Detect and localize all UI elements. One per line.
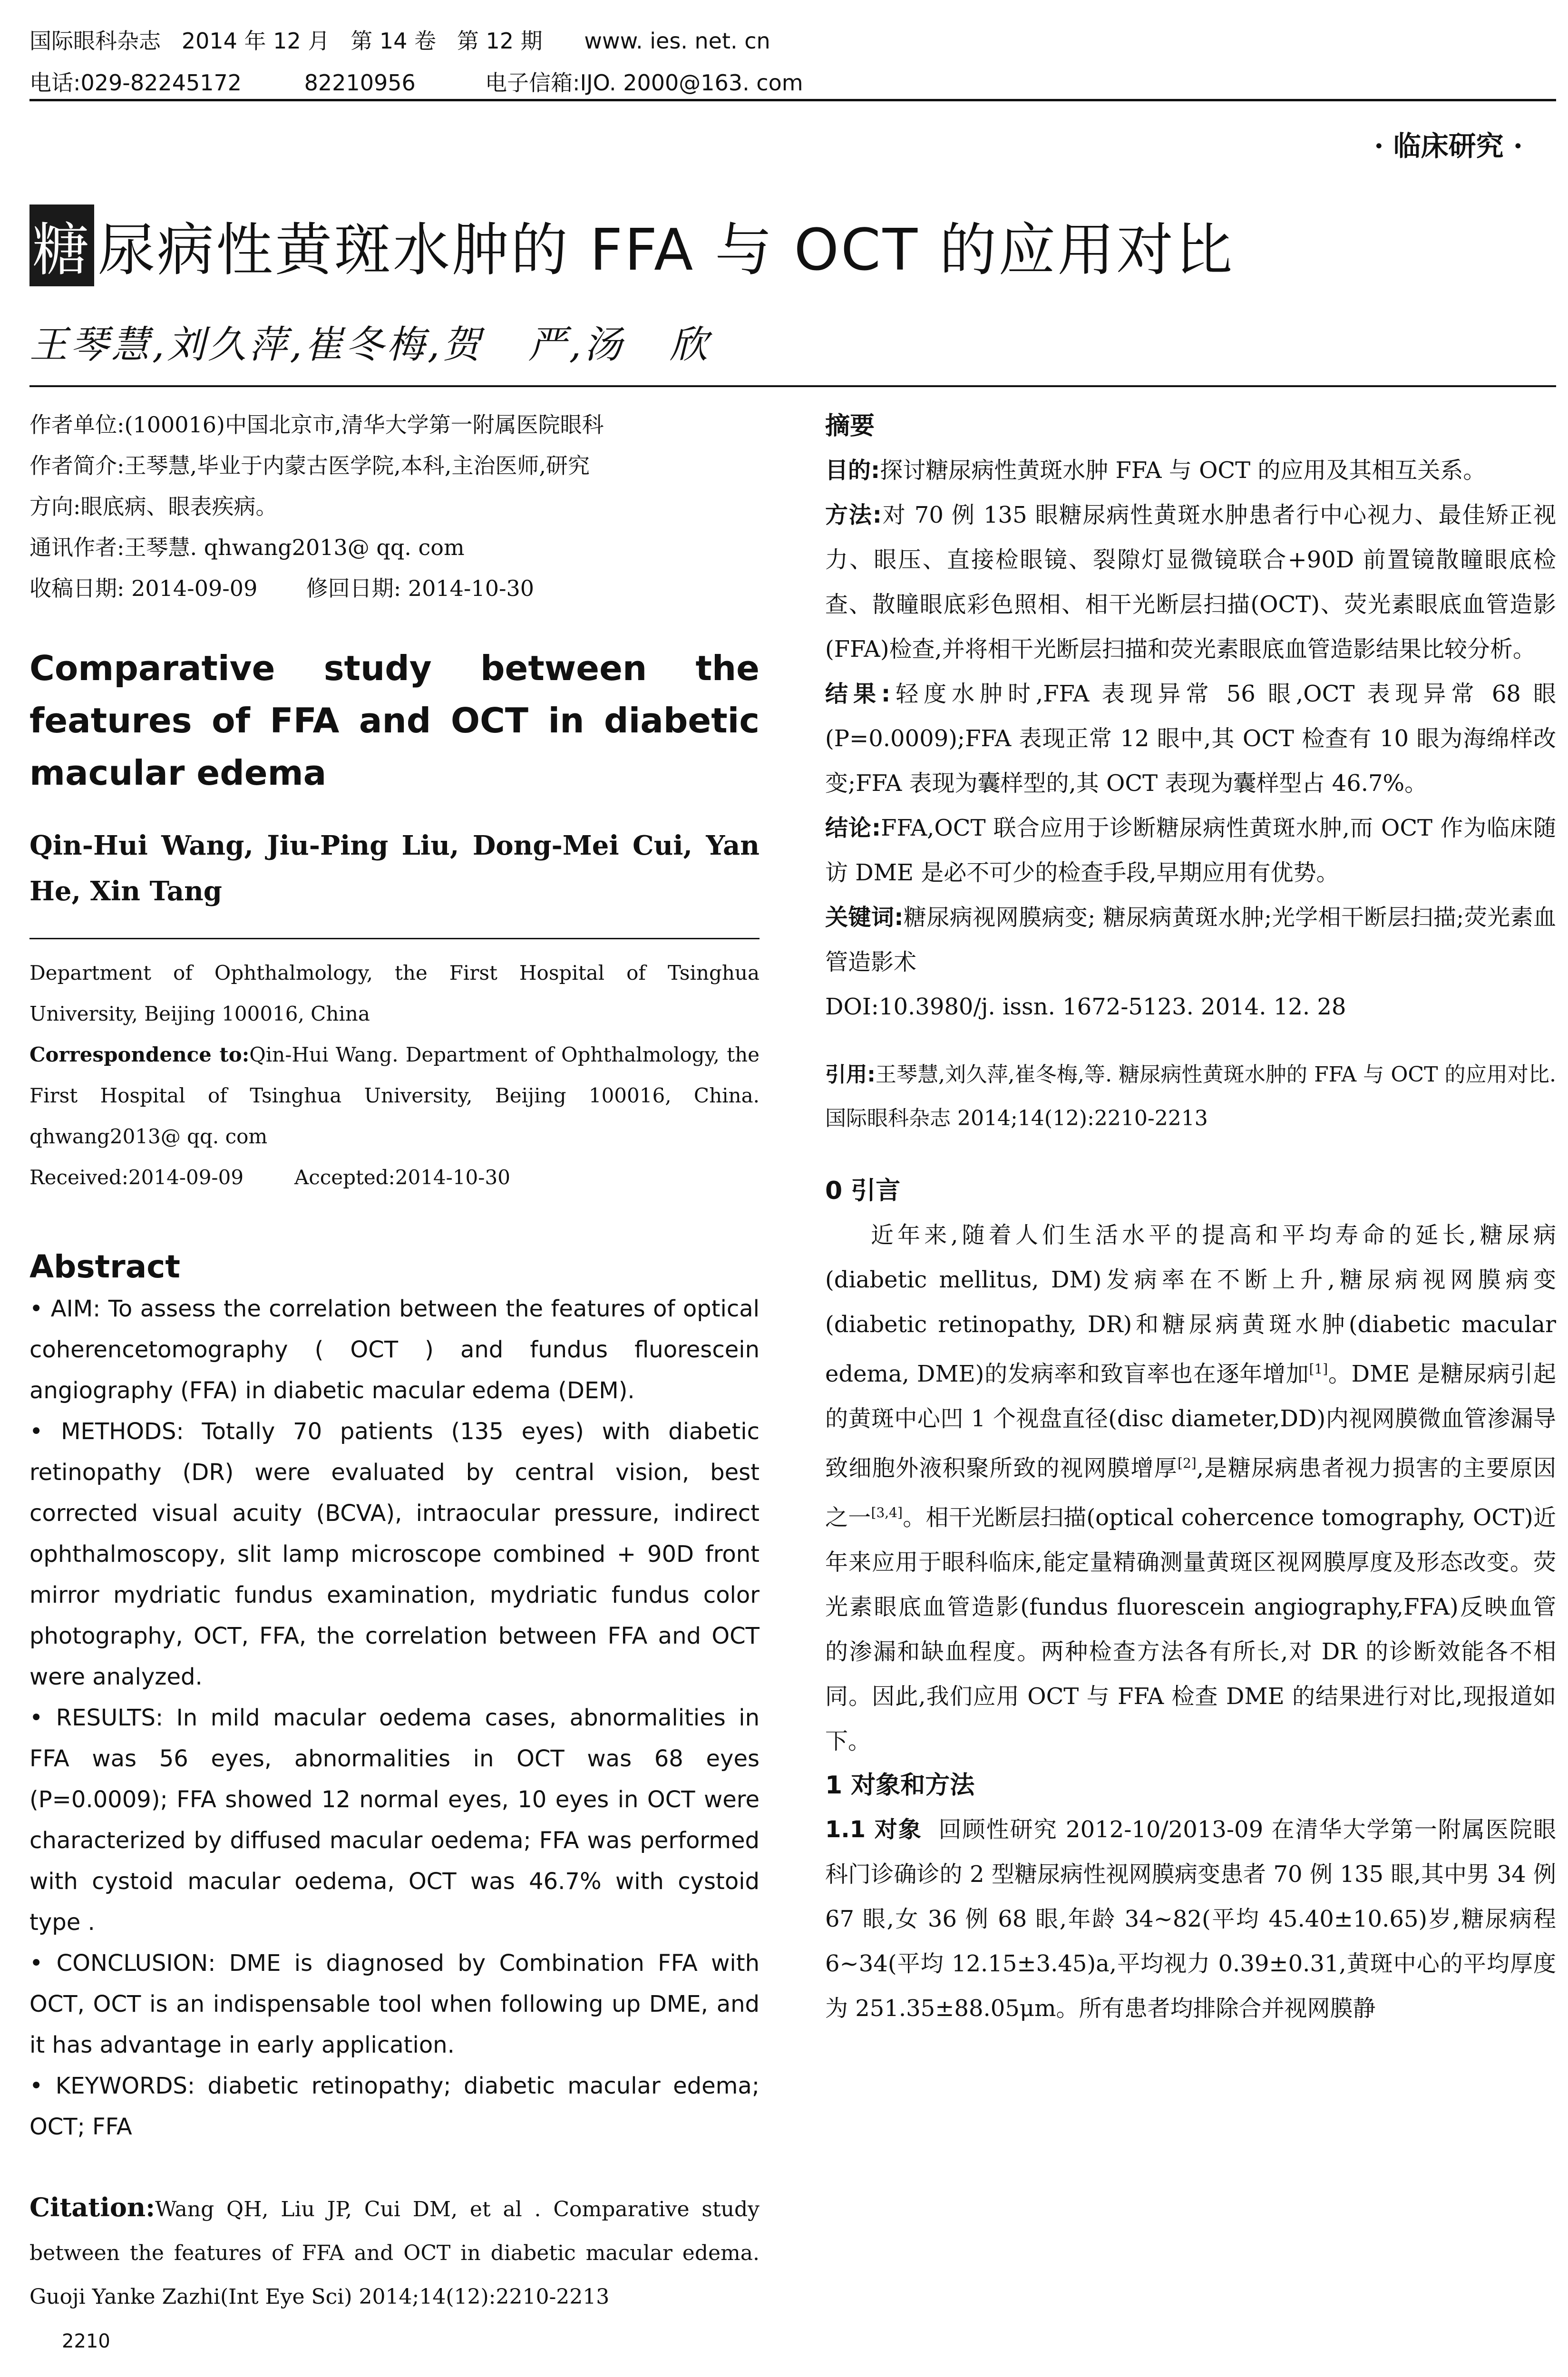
citation-cn-text: 王琴慧,刘久萍,崔冬梅,等. 糖尿病性黄斑水肿的 FFA 与 OCT 的应用对比. 国际眼科杂志 2014;14(12):2210-2213 xyxy=(825,1062,1556,1130)
methods-text: 对 70 例 135 眼糖尿病性黄斑水肿患者行中心视力、最佳矫正视力、眼压、直接检眼镜、裂隙灯显微镜联合+90D 前置镜散瞳眼底检查、散瞳眼底彩色照相、相干光断层扫描(OCT)、荧光素眼底血管造影(FFA)检查,并将相干光断层扫描和荧光素眼底血管造影结果比较分析。 xyxy=(825,502,1556,662)
objective-text: 探讨糖尿病性黄斑水肿 FFA 与 OCT 的应用及其相互关系。 xyxy=(880,457,1486,484)
keywords-label: 关键词: xyxy=(825,904,904,931)
section-1-1-paragraph xyxy=(825,1807,1564,2031)
conclusion-label: 结论: xyxy=(825,815,881,841)
abstract-conclusion: • CONCLUSION: DME is diagnosed by Combination FFA with OCT, OCT is an indispensable tool when following up DME, and it has advantage in early application. xyxy=(29,1950,760,2058)
left-column xyxy=(29,404,760,2319)
author-bio-cn-cont: 方向:眼底病、眼表疾病。 xyxy=(29,494,278,519)
received-accepted: Received:2014-09-09 Accepted:2014-10-30 xyxy=(29,1166,510,1189)
abstract-heading: Abstract xyxy=(29,1248,180,1285)
objective-paragraph xyxy=(825,448,1556,493)
results-paragraph xyxy=(825,672,1556,806)
abstract-results: • RESULTS: In mild macular oedema cases, abnormalities in FFA was 56 eyes, abnormalities in OCT was 68 eyes (P=0.0009); FFA showed 12 normal eyes, 10 eyes in OCT were characterized by diffused macular oedema; FFA was performed with cystoid macular oedema, OCT was 46.7% with cystoid type . xyxy=(29,1705,760,1936)
conclusion-paragraph xyxy=(825,806,1556,895)
methods-paragraph xyxy=(825,493,1556,672)
results-label: 结果: xyxy=(825,681,891,707)
affiliation-divider xyxy=(29,938,760,939)
citation-label: Citation: xyxy=(29,2192,156,2222)
keywords-text: 糖尿病视网膜病变; 糖尿病黄斑水肿;光学相干断层扫描;荧光素血管造影术 xyxy=(825,904,1557,975)
citation-chinese xyxy=(825,1053,1556,1140)
ref-2: [2] xyxy=(1178,1455,1197,1471)
english-authors: Qin-Hui Wang, Jiu-Ping Liu, Dong-Mei Cui, Yan He, Xin Tang xyxy=(29,830,760,907)
author-affiliation-cn: 作者单位:(100016)中国北京市,清华大学第一附属医院眼科 xyxy=(29,412,604,438)
correspondence-text: Qin-Hui Wang. Department of Ophthalmology, the First Hospital of Tsinghua University, Beijing 100016, China. qhwang2013@ qq. com xyxy=(29,1043,760,1148)
title-divider xyxy=(29,385,1556,387)
title-dropcap: 糖 xyxy=(29,205,94,286)
english-title: Comparative study between the features of FFA and OCT in diabetic macular edema xyxy=(29,648,760,793)
journal-header-line1: 国际眼科杂志 2014 年 12 月 第 14 卷 第 12 期 www. ies. net. cn xyxy=(29,28,770,54)
abstract-aim: • AIM: To assess the correlation between the features of optical coherencetomography ( OCT ) and fundus fluorescein angiography (FFA) in diabetic macular edema (DEM). xyxy=(29,1296,760,1404)
correspondence-label: Correspondence to: xyxy=(29,1043,250,1066)
article-title xyxy=(29,205,1234,286)
conclusion-text: FFA,OCT 联合应用于诊断糖尿病性黄斑水肿,而 OCT 作为临床随访 DME 是必不可少的检查手段,早期应用有优势。 xyxy=(825,815,1556,886)
section-1-heading: 1 对象和方法 xyxy=(825,1771,975,1800)
header-divider xyxy=(29,99,1556,101)
journal-header-line2: 电话:029-82245172 82210956 电子信箱:IJO. 2000@163. com xyxy=(29,70,803,96)
english-affiliation: Department of Ophthalmology, the First Hospital of Tsinghua University, Beijing 100016, China xyxy=(29,961,760,1025)
corresponding-author-cn: 通讯作者:王琴慧. qhwang2013@ qq. com xyxy=(29,535,465,560)
citation-text: Wang QH, Liu JP, Cui DM, et al . Comparative study between the features of FFA and OCT in diabetic macular edema. Guoji Yanke Zazhi(Int Eye Sci) 2014;14(12):2210-2213 xyxy=(29,2197,760,2309)
abstract-keywords: • KEYWORDS: diabetic retinopathy; diabetic macular edema; OCT; FFA xyxy=(29,2073,760,2140)
intro-text-3: ,是糖尿病患者视力损害的主要原因之一 xyxy=(825,1455,1556,1531)
intro-text-1: 近年来,随着人们生活水平的提高和平均寿命的延长,糖尿病(diabetic mellitus, DM)发病率在不断上升,糖尿病视网膜病变(diabetic retinopathy, DR)和糖尿病黄斑水肿(diabetic macular edema, DME)的发病率和致盲率也在逐年增加 xyxy=(825,1222,1556,1387)
ref-1: [1] xyxy=(1309,1361,1328,1377)
section-1-1-label: 1.1 对象 xyxy=(825,1816,922,1843)
intro-paragraph xyxy=(825,1213,1556,1763)
ref-3-4: [3,4] xyxy=(871,1505,903,1520)
correspondence xyxy=(29,1034,760,1157)
author-bio-cn: 作者简介:王琴慧,毕业于内蒙古医学院,本科,主治医师,研究 xyxy=(29,453,590,478)
section-1-1-text: 回顾性研究 2012-10/2013-09 在清华大学第一附属医院眼科门诊确诊的 2 型糖尿病性视网膜病变患者 70 例 135 眼,其中男 34 例 67 眼,女 36 例 68 眼,年龄 34~82(平均 45.40±10.65)岁,糖尿病程 6~34(平均 12.15±3.45)a,平均视力 0.39±0.31,黄斑中心的平均厚度为 251.35±88.05μm。所有患者均排除合并视网膜静 xyxy=(825,1816,1564,2022)
title-text: 尿病性黄斑水肿的 FFA 与 OCT 的应用对比 xyxy=(98,217,1235,283)
dates-cn: 收稿日期: 2014-09-09 修回日期: 2014-10-30 xyxy=(29,575,535,601)
intro-heading: 0 引言 xyxy=(825,1177,901,1205)
objective-label: 目的: xyxy=(825,457,880,484)
citation-cn-label: 引用: xyxy=(825,1062,876,1087)
results-text: 轻度水肿时,FFA 表现异常 56 眼,OCT 表现异常 68 眼(P=0.0009);FFA 表现正常 12 眼中,其 OCT 检查有 10 眼为海绵样改变;FFA 表现为囊样型的,其 OCT 表现为囊样型占 46.7%。 xyxy=(825,681,1557,797)
intro-text-4: 。相干光断层扫描(optical cohercence tomography, OCT)近年来应用于眼科临床,能定量精确测量黄斑区视网膜厚度及形态改变。荧光素眼底血管造影(fundus fluorescein angiography,FFA)反映血管的渗漏和缺血程度。两种检查方法各有所长,对 DR 的诊断效能各不相同。因此,我们应用 OCT 与 FFA 检查 DME 的结果进行对比,现报道如下。 xyxy=(825,1504,1556,1754)
section-tag: · 临床研究 · xyxy=(1374,130,1523,162)
doi: DOI:10.3980/j. issn. 1672-5123. 2014. 12. 28 xyxy=(825,994,1346,1020)
intro-text-2: 。DME 是糖尿病引起的黄斑中心凹 1 个视盘直径(disc diameter,DD)内视网膜微血管渗漏导致细胞外液积聚所致的视网膜增厚 xyxy=(825,1361,1556,1481)
keywords-paragraph xyxy=(825,895,1556,984)
page-number: 2210 xyxy=(62,2330,110,2352)
citation-english xyxy=(29,2185,760,2319)
methods-label: 方法: xyxy=(825,502,882,528)
authors-chinese: 王琴慧,刘久萍,崔冬梅,贺 严,汤 欣 xyxy=(29,322,711,367)
right-column xyxy=(825,404,1564,2031)
abstract-methods: • METHODS: Totally 70 patients (135 eyes) with diabetic retinopathy (DR) were evaluated by central vision, best corrected visual acuity (BCVA), intraocular pressure, indirect ophthalmoscopy, slit lamp microscope combined + 90D front mirror mydriatic fundus examination, mydriatic fundus color photography, OCT, FFA, the correlation between FFA and OCT were analyzed. xyxy=(29,1418,760,1690)
chinese-abstract-heading: 摘要 xyxy=(825,412,875,440)
